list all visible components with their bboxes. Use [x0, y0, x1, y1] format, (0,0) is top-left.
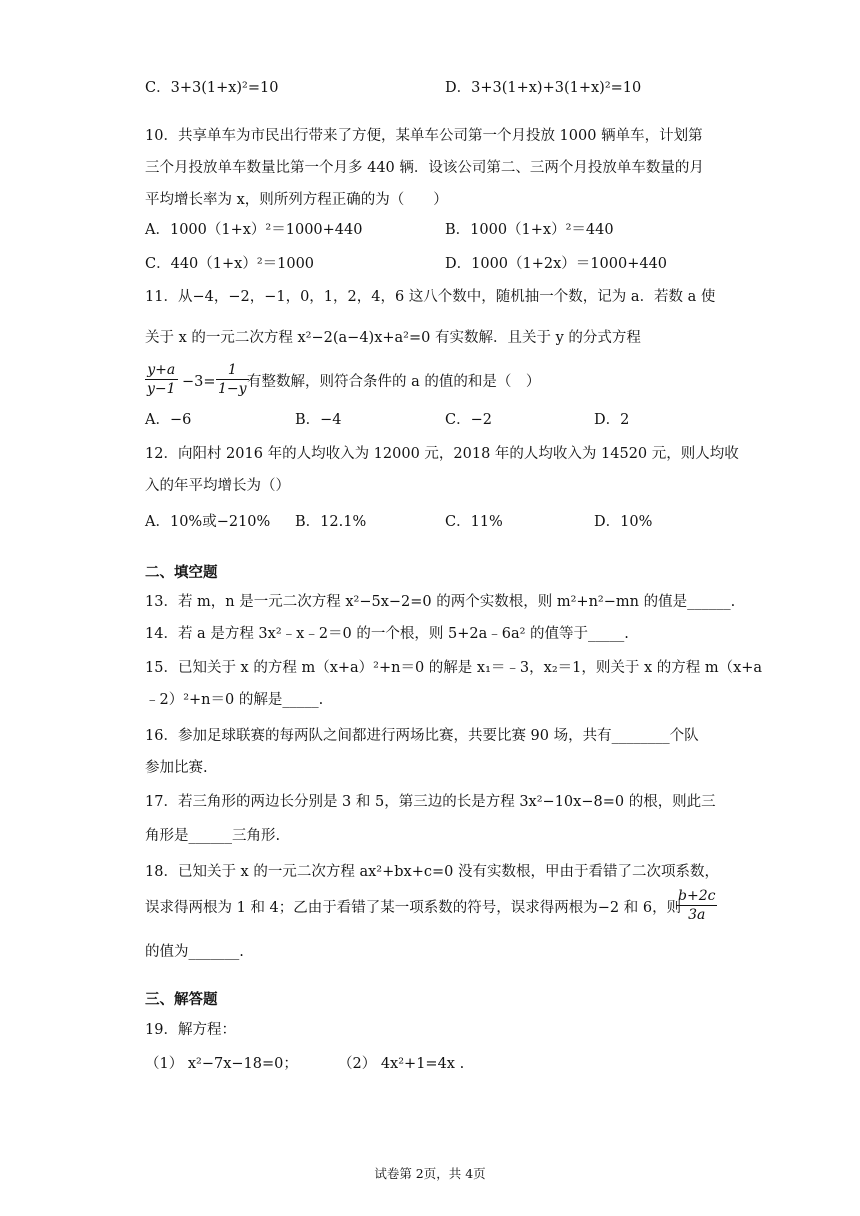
q14-text: 14．若 a 是方程 3x²﹣x﹣2＝0 的一个根，则 5+2a﹣6a² 的值等于_____.	[145, 626, 629, 642]
q10-option-d: D．1000（1+2x）＝1000+440	[445, 256, 668, 272]
q10-option-a: A．1000（1+x）²＝1000+440	[145, 222, 363, 238]
q19-part-2: （2） 4x²+1=4x .	[338, 1056, 465, 1072]
q18-line-3: 的值为_______.	[145, 944, 244, 960]
q11-fraction-1-numerator: y+a	[145, 362, 178, 380]
q11-option-d: D．2	[594, 412, 630, 428]
q9-option-d: D．3+3(1+x)+3(1+x)²=10	[445, 80, 642, 96]
q19-part-1: （1） x²−7x−18=0；	[145, 1056, 298, 1072]
q12-option-c: C．11%	[445, 514, 503, 530]
q13-text: 13．若 m，n 是一元二次方程 x²−5x−2=0 的两个实数根，则 m²+n²−mn 的值是______.	[145, 594, 736, 610]
q18-fraction-denominator: 3a	[688, 907, 706, 923]
q11-option-b: B．−4	[295, 412, 342, 428]
section-fill-in-title: 二、填空题	[145, 565, 218, 581]
q12-option-a: A．10%或−210%	[145, 514, 271, 530]
q11-fraction-2-denominator: 1−y	[218, 381, 247, 397]
q11-line-2: 关于 x 的一元二次方程 x²−2(a−4)x+a²=0 有实数解．且关于 y 的分式方程	[145, 330, 641, 346]
q18-fraction	[676, 888, 717, 923]
q18-line-2: 误求得两根为 1 和 4；乙由于看错了某一项系数的符号，误求得两根为−2 和 6，则	[145, 900, 682, 916]
section-answer-title: 三、解答题	[145, 992, 218, 1008]
q12-option-b: B．12.1%	[295, 514, 367, 530]
q11-option-a: A．−6	[145, 412, 192, 428]
q11-fraction-2	[216, 362, 249, 397]
q15-line-2: ﹣2）²+n＝0 的解是_____.	[145, 692, 324, 708]
q18-line-1: 18．已知关于 x 的一元二次方程 ax²+bx+c=0 没有实数根，甲由于看错了二次项系数，	[145, 864, 719, 880]
q17-line-2: 角形是______三角形.	[145, 828, 281, 844]
q18-fraction-numerator: b+2c	[678, 888, 716, 904]
q12-line-2: 入的年平均增长为（）	[145, 478, 290, 494]
q10-line-1: 10．共享单车为市民出行带来了方便，某单车公司第一个月投放 1000 辆单车，计划第	[145, 128, 703, 144]
q9-option-c: C．3+3(1+x)²=10	[145, 80, 279, 96]
q19-line-1: 19．解方程：	[145, 1022, 236, 1038]
q10-line-3: 平均增长率为 x，则所列方程正确的为（ ）	[145, 192, 448, 208]
q15-line-1: 15．已知关于 x 的方程 m（x+a）²+n＝0 的解是 x₁＝﹣3，x₂＝1，则关于 x 的方程 m（x+a	[145, 660, 763, 676]
q11-line-1: 11．从−4，−2，−1，0，1，2，4，6 这八个数中，随机抽一个数，记为 a．若数 a 使	[145, 289, 716, 305]
q11-equation-middle: −3=	[182, 374, 216, 390]
page-footer: 试卷第 2页，共 4页	[374, 1166, 486, 1181]
q10-line-2: 三个月投放单车数量比第一个月多 440 辆．设该公司第二、三两个月投放单车数量的月	[145, 160, 704, 176]
q11-fraction-2-numerator: 1	[216, 362, 249, 380]
q16-line-2: 参加比赛.	[145, 760, 208, 776]
q11-fraction-1	[145, 362, 178, 397]
q11-fraction-1-denominator: y−1	[147, 381, 176, 397]
q17-line-1: 17．若三角形的两边长分别是 3 和 5，第三边的长是方程 3x²−10x−8=0 的根，则此三	[145, 794, 716, 810]
q11-option-c: C．−2	[445, 412, 492, 428]
q10-option-c: C．440（1+x）²＝1000	[145, 256, 315, 272]
q11-line-3: 有整数解，则符合条件的 a 的值的和是（ ）	[247, 374, 541, 390]
q10-option-b: B．1000（1+x）²＝440	[445, 222, 614, 238]
q16-line-1: 16．参加足球联赛的每两队之间都进行两场比赛，共要比赛 90 场，共有________个队	[145, 728, 699, 744]
q12-option-d: D．10%	[594, 514, 653, 530]
q12-line-1: 12．向阳村 2016 年的人均收入为 12000 元，2018 年的人均收入为 14520 元，则人均收	[145, 446, 739, 462]
